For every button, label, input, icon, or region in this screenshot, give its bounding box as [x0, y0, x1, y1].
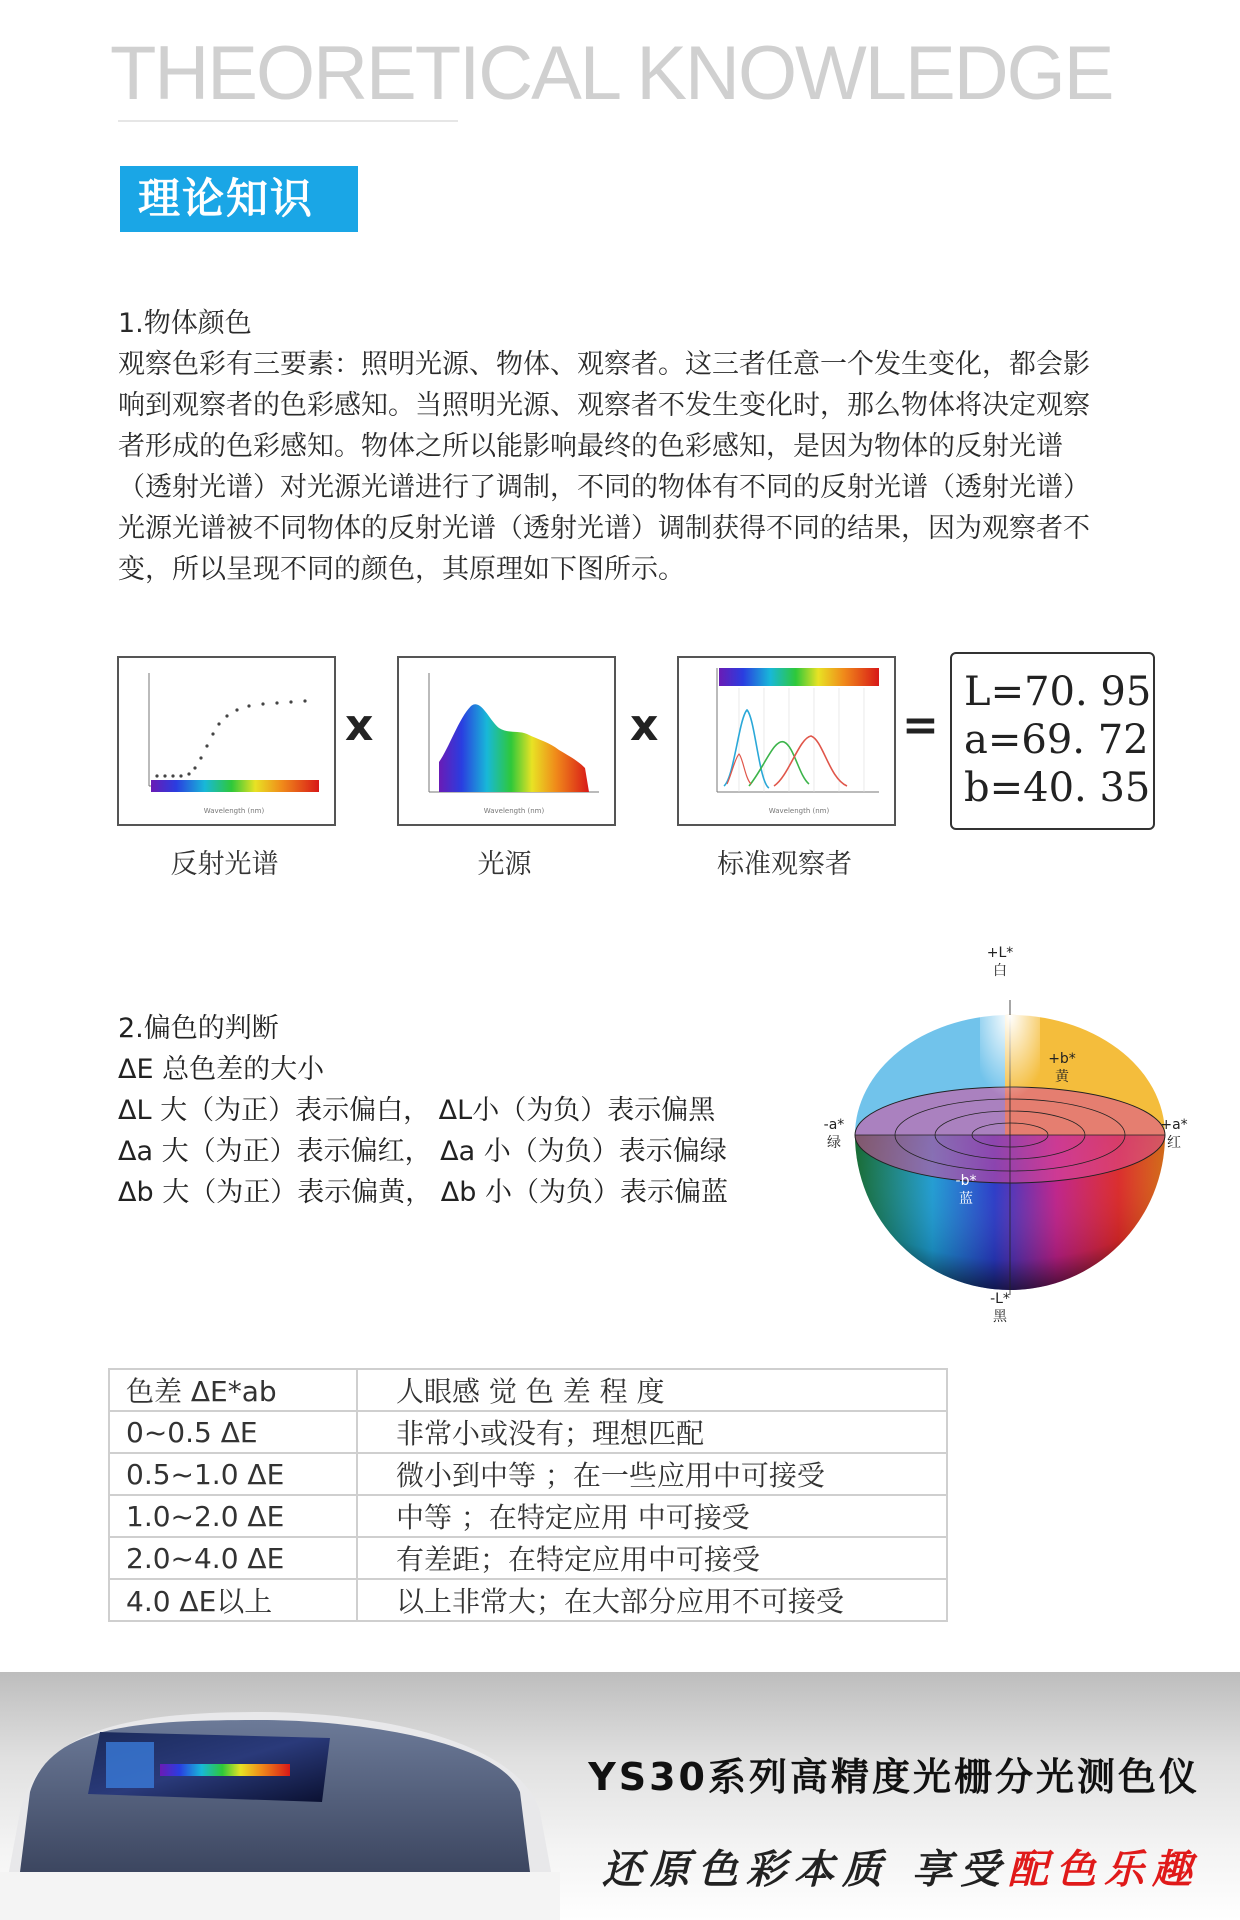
- english-title: THEORETICAL KNOWLEDGE: [110, 31, 1113, 116]
- table-row: [109, 1453, 947, 1495]
- table-cell: 4.0 ΔE以上: [109, 1579, 357, 1621]
- yellow-label: 黄: [1055, 1069, 1069, 1085]
- paragraph-line: 响到观察者的色彩感知。当照明光源、观察者不发生变化时，那么物体将决定观察: [118, 390, 1090, 421]
- table-cell: 0.5~1.0 ΔE: [109, 1453, 357, 1495]
- plus-b-label: +b*: [1048, 1051, 1076, 1067]
- paragraph-line: 变，所以呈现不同的颜色，其原理如下图所示。: [118, 554, 685, 585]
- svg-text:Wavelength (nm): Wavelength (nm): [483, 807, 545, 815]
- black-label: 黑: [993, 1309, 1007, 1325]
- table-row: [109, 1537, 947, 1579]
- blue-label: 蓝: [959, 1191, 973, 1207]
- section2: [118, 1008, 728, 1213]
- table-cell: 1.0~2.0 ΔE: [109, 1495, 357, 1537]
- plus-l-label: +L*: [986, 945, 1014, 961]
- section2-line: ΔE 总色差的大小: [118, 1054, 325, 1085]
- caption-standard-observer: 标准观察者: [717, 849, 852, 880]
- title-decoration-line: [118, 118, 458, 124]
- white-label: 白: [993, 963, 1007, 979]
- section2-line: Δa 大（为正）表示偏红， Δa 小（为负）表示偏绿: [118, 1136, 727, 1167]
- section1-heading: 1.物体颜色: [118, 308, 252, 339]
- green-label: 绿: [827, 1135, 841, 1151]
- red-label: 红: [1167, 1135, 1181, 1151]
- minus-b-label: -b*: [955, 1173, 977, 1189]
- paragraph-line: 光源光谱被不同物体的反射光谱（透射光谱）调制获得不同的结果，因为观察者不: [118, 513, 1090, 544]
- section2-heading: 2.偏色的判断: [118, 1013, 279, 1044]
- lab-a-value: a=69. 72: [964, 717, 1149, 763]
- standard-observer-chart: [677, 656, 896, 826]
- section2-line: ΔL 大（为正）表示偏白， ΔL小（为负）表示偏黑: [118, 1095, 716, 1126]
- slogan-part: 还原色彩本质: [602, 1846, 891, 1893]
- plus-a-label: +a*: [1160, 1117, 1188, 1133]
- svg-text:Wavelength (nm): Wavelength (nm): [768, 807, 830, 815]
- section2-line: Δb 大（为正）表示偏黄， Δb 小（为负）表示偏蓝: [118, 1177, 728, 1208]
- table-cell: 有差距；在特定应用中可接受: [357, 1537, 947, 1579]
- delta-e-table: [108, 1368, 948, 1622]
- paragraph-line: 者形成的色彩感知。物体之所以能影响最终的色彩感知，是因为物体的反射光谱: [118, 431, 1063, 462]
- table-row: [109, 1411, 947, 1453]
- section1-paragraph: [118, 344, 1168, 590]
- product-title: YS30系列高精度光栅分光测色仪: [588, 1755, 1200, 1799]
- multiply-operator: x: [345, 700, 374, 751]
- slogan-part: 享受: [912, 1846, 1008, 1893]
- product-slogan: [602, 1838, 1200, 1895]
- equals-operator: =: [902, 700, 939, 751]
- table-cell: 以上非常大；在大部分应用不可接受: [357, 1579, 947, 1621]
- table-row: [109, 1495, 947, 1537]
- table-cell: 中等 ；在特定应用 中可接受: [357, 1495, 947, 1537]
- section-badge: 理论知识: [120, 166, 358, 232]
- light-source-chart: [397, 656, 616, 826]
- multiply-operator: x: [630, 700, 659, 751]
- svg-text:Wavelength (nm): Wavelength (nm): [203, 807, 265, 815]
- lab-l-value: L=70. 95: [964, 669, 1152, 715]
- table-row: [109, 1579, 947, 1621]
- table-cell: 非常小或没有；理想匹配: [357, 1411, 947, 1453]
- paragraph-line: （透射光谱）对光源光谱进行了调制，不同的物体有不同的反射光谱（透射光谱）: [118, 472, 1090, 503]
- table-cell: 微小到中等 ；在一些应用中可接受: [357, 1453, 947, 1495]
- table-header-row: [109, 1369, 947, 1411]
- minus-l-label: -L*: [990, 1291, 1010, 1307]
- caption-light-source: 光源: [477, 849, 532, 880]
- lab-color-sphere: [820, 945, 1200, 1325]
- colorimeter-device-image: [0, 1672, 560, 1920]
- table-cell: 0~0.5 ΔE: [109, 1411, 357, 1453]
- caption-reflectance: 反射光谱: [170, 849, 279, 880]
- lab-result-box: [950, 652, 1155, 830]
- minus-a-label: -a*: [823, 1117, 845, 1133]
- table-header-cell: 人眼感 觉 色 差 程 度: [357, 1369, 947, 1411]
- slogan-highlight: 配色乐趣: [1008, 1846, 1200, 1893]
- paragraph-line: 观察色彩有三要素：照明光源、物体、观察者。这三者任意一个发生变化，都会影: [118, 349, 1090, 380]
- lab-b-value: b=40. 35: [964, 765, 1151, 811]
- reflectance-spectrum-chart: [117, 656, 336, 826]
- table-header-cell: 色差 ΔE*ab: [109, 1369, 357, 1411]
- table-cell: 2.0~4.0 ΔE: [109, 1537, 357, 1579]
